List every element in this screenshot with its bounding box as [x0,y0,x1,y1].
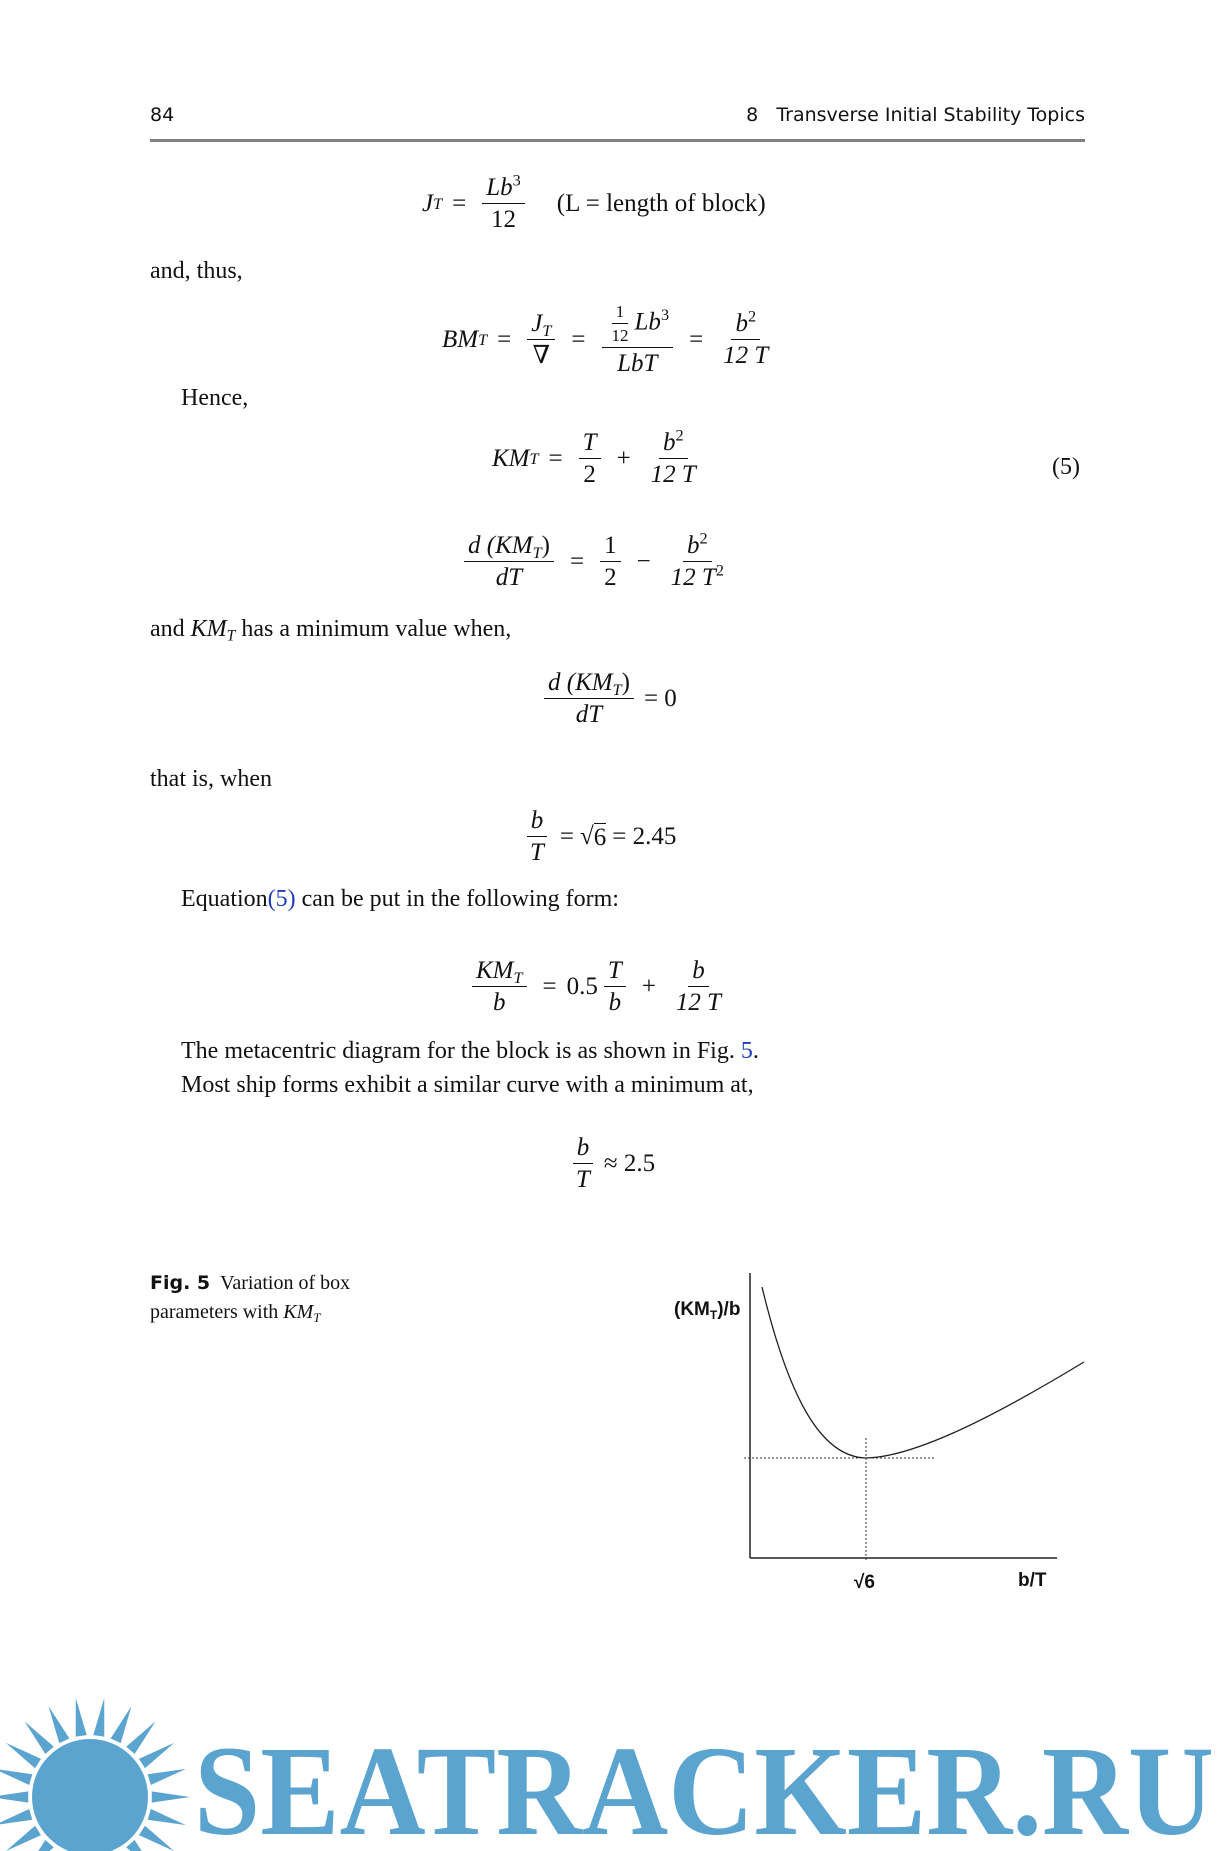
equation-bmt: BM T = $\frac{J_T}{\nabla}$ = $\frac{1}{12}$ Lb$^3$ LbT = $\frac{b^2}{12 T}$ [442,302,769,377]
km-curve [762,1287,1084,1458]
text-hence: Hence, [181,385,249,411]
text-minimum: and $KM_T$ has a minimum value when, [150,616,512,645]
text-and-thus: and, thus, [150,258,243,284]
text-equation-form: Equation(5) can be put in the following form: [181,886,619,912]
equation-sqrt: $\frac{b}{T}$ = √ 6 = 2.45 [520,808,676,867]
figure-caption: Fig. 5 Variation of box parameters with $KM_T$ [150,1272,351,1325]
running-header [746,104,1085,126]
sun-ray [6,1826,41,1851]
sun-ray [148,1809,186,1825]
sun-ray [48,1706,69,1743]
sun-ray [0,1769,32,1785]
sun-ray [76,1698,87,1737]
figure-label: Fig. 5 [150,1272,211,1294]
sun-ray [0,1809,32,1825]
equation-kmt: KM T = $\frac{T}{2}$ + $\frac{b^2}{12 T}$ [492,426,696,489]
sun-ray [139,1826,174,1851]
chapter-title: Transverse Initial Stability Topics [776,104,1085,126]
figure-ref-link[interactable]: 5 [740,1038,753,1064]
figure-graph [670,1265,1090,1610]
equation-number: (5) [1052,454,1080,480]
x-axis-label: b/T [1018,1570,1047,1591]
sun-ray [25,1721,54,1754]
sun-burst-icon [0,1698,190,1851]
sun-ray [148,1769,186,1785]
equation-jt: J T = $\frac{Lb^3}{12}$ (L = length of block) [422,171,766,234]
sun-ray [25,1840,54,1851]
equation-approx: $\frac{b}{T}$ ≈ 2.5 [566,1135,655,1194]
equation-derivative: $\frac{d (KM_T)}{dT}$ = $\frac{1}{2}$ − $\frac{b^2}{12 T^2}$ [458,533,734,592]
sun-ray [152,1791,190,1802]
text-that-is: that is, when [150,766,272,792]
y-axis-label: $(KM_T)/b$ [674,1299,741,1322]
page-number: 84 [150,104,175,126]
watermark [0,1690,1221,1851]
equation-ref-link[interactable]: (5) [267,886,296,912]
sun-ray [126,1840,155,1851]
sun-ray [126,1721,155,1754]
chapter-number: 8 [746,104,759,126]
text-diagram: The metacentric diagram for the block is as shown in Fig. 5. [181,1038,759,1064]
header-rule [150,139,1085,142]
text-ship-forms: Most ship forms exhibit a similar curve with a minimum at, [181,1072,754,1098]
watermark-text: SEATRACKER.RU [194,1720,1214,1851]
x-tick-label: √6 [854,1572,875,1593]
equation-ratio: $\frac{KM_T}{b}$ = 0.5 $\frac{T}{b}$ + $\frac{b}{12 T}$ [466,958,731,1017]
equation-zero: $\frac{d (KM_T)}{dT}$ = 0 [538,670,677,729]
sun-ray [111,1706,132,1743]
sun-ray [0,1791,28,1802]
sun-ray [139,1743,174,1768]
sun-ray [6,1743,41,1768]
equation-note: (L = length of block) [556,190,766,218]
sun-ray [93,1698,104,1737]
